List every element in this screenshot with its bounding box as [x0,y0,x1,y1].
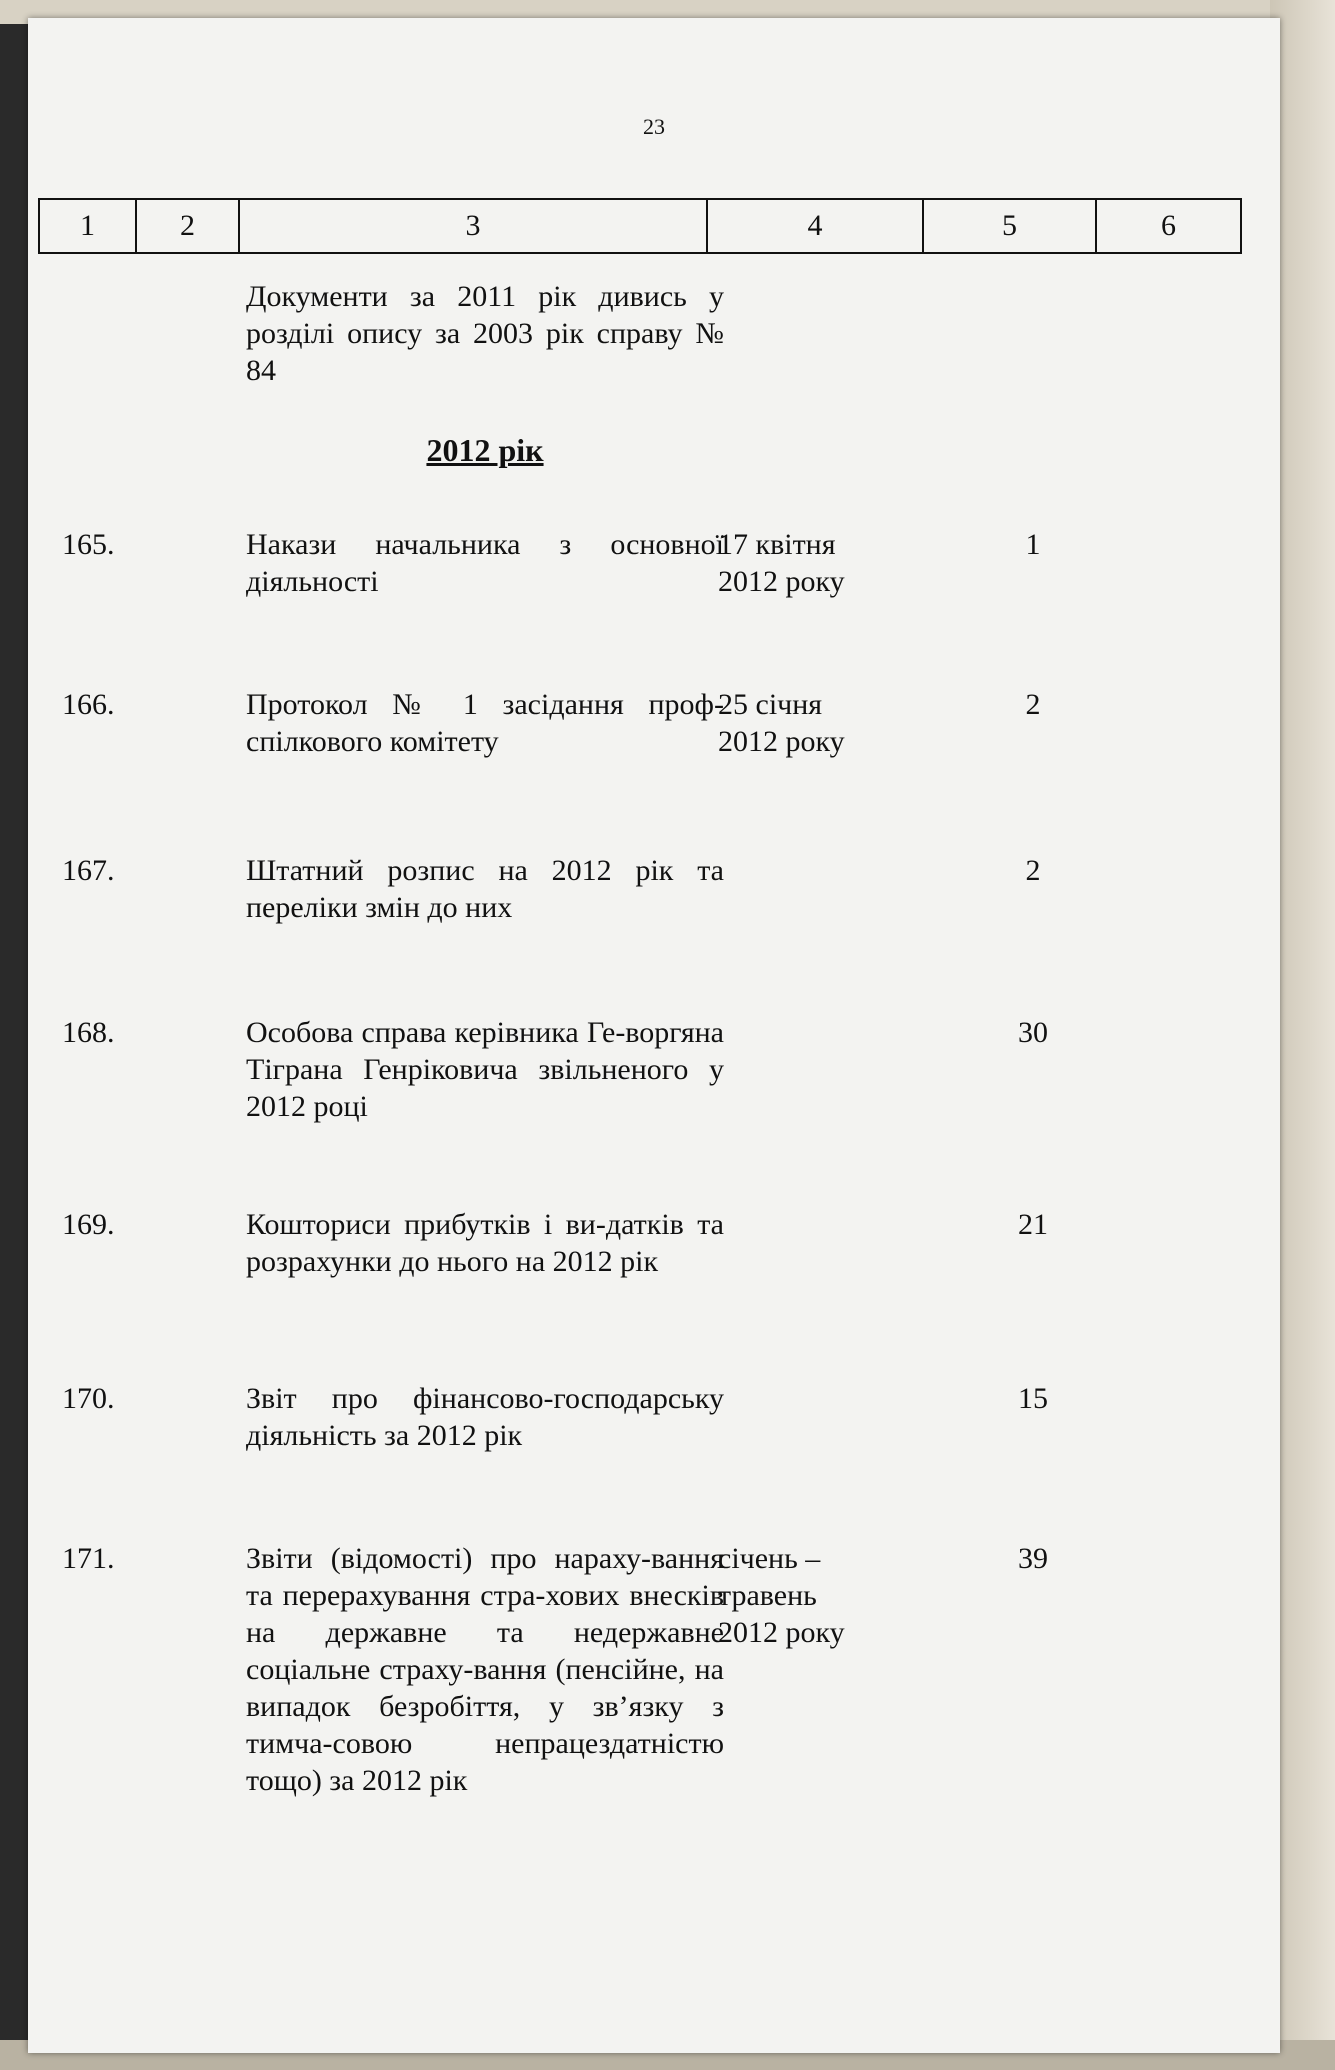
row-sheets: 39 [1018,1542,1048,1575]
row-number: 168. [62,1016,115,1049]
column-header-2: 2 [137,200,240,252]
column-header-4: 4 [708,200,924,252]
row-title: Звіти (відомості) про нараху-вання та перерахування стра-хових внесків на державне та недержавне соціальне страху-вання (пенсійне, на випадок безробіття, у зв’язку з тимча-совою непрацездатністю тощо) за 2012 рік [246,1542,724,1797]
row-title: Штатний розпис на 2012 рік та переліки змін до них [246,854,724,924]
column-header-1: 1 [40,200,137,252]
document-page [28,18,1280,2053]
column-header-6: 6 [1161,209,1176,242]
column-header-3: 3 [240,200,708,252]
row-sheets: 1 [1025,528,1041,561]
row-title: Особова справа керівника Ге-воргяна Тіграна Генріковича звільненого у 2012 році [246,1016,724,1123]
row-sheets: 21 [1018,1208,1048,1241]
row-number: 169. [62,1208,115,1241]
row-title: Звіт про фінансово-господарську діяльність за 2012 рік [246,1382,724,1452]
row-number: 171. [62,1542,115,1575]
row-date: 17 квітня 2012 року [718,528,845,598]
row-sheets: 2 [1025,688,1041,721]
row-sheets: 15 [1018,1382,1048,1415]
row-date: січень – травень 2012 року [718,1542,845,1649]
column-header-5: 5 [924,200,1097,252]
row-title: Протокол № 1 засідання проф-спілкового комітету [246,688,724,758]
row-number: 165. [62,528,115,561]
reference-note: Документи за 2011 рік дивись у розділі опису за 2003 рік справу № 84 [246,280,724,387]
column-header-row [38,198,1242,254]
row-date: 25 січня 2012 року [718,688,845,758]
row-number: 170. [62,1382,115,1415]
row-number: 167. [62,854,115,887]
row-sheets: 30 [1018,1016,1048,1049]
row-title: Кошториси прибутків і ви-датків та розрахунки до нього на 2012 рік [246,1208,724,1278]
row-title: Накази начальника з основної діяльності [246,528,724,598]
page-number: 23 [643,114,665,139]
year-heading: 2012 рік [426,432,544,468]
row-number: 166. [62,688,115,721]
row-sheets: 2 [1025,854,1041,887]
